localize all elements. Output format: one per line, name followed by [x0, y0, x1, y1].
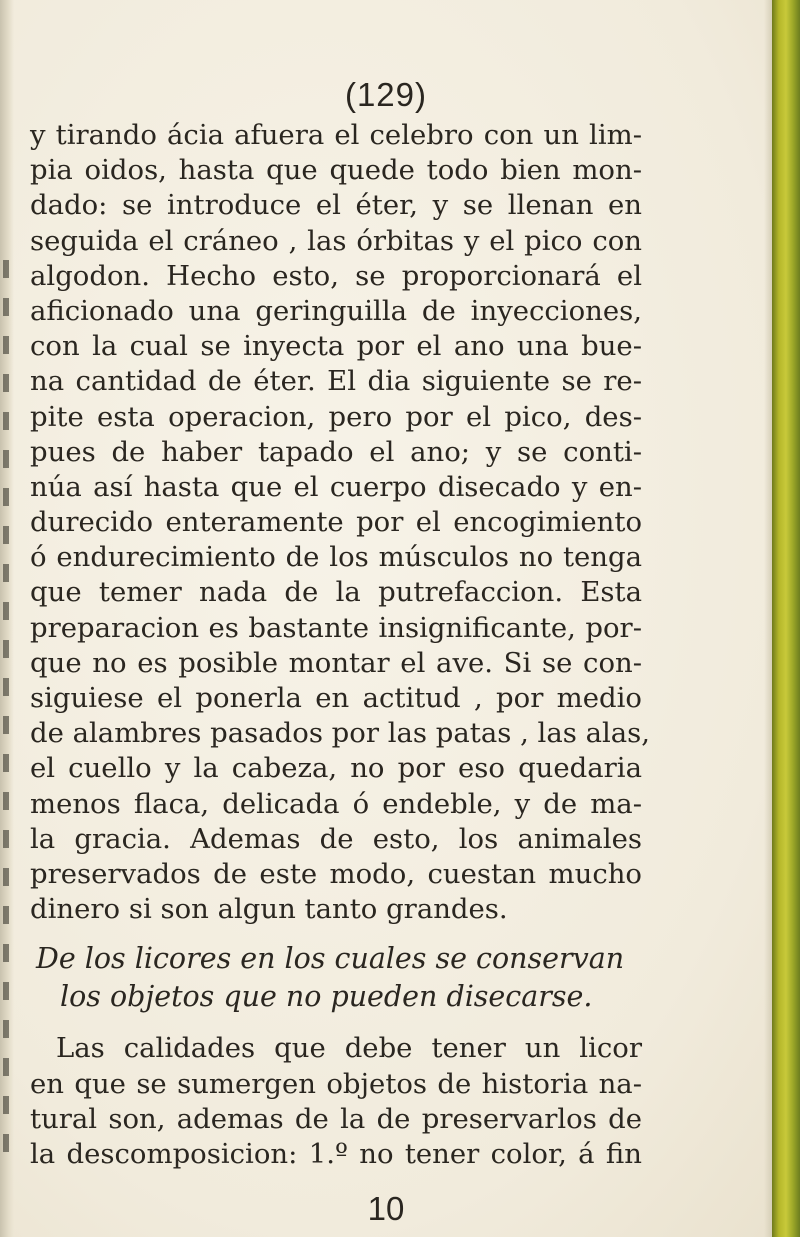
page-number: (129) [344, 76, 428, 113]
text-line: que temer nada de la putrefaccion. Esta [30, 576, 642, 609]
catchword: 10 [367, 1190, 405, 1227]
text-line: en que se sumergen objetos de historia na- [30, 1067, 642, 1100]
page-gutter-shadow [764, 0, 772, 1237]
text-line: pues de haber tapado el ano; y se conti- [30, 435, 642, 468]
section-heading [30, 941, 642, 1017]
paragraph-2 [30, 1031, 642, 1172]
text-line: pite esta operacion, pero por el pico, des- [30, 400, 642, 433]
text-line: Las calidades que debe tener un licor [56, 1032, 642, 1065]
text-line: preservados de este modo, cuestan mucho [30, 857, 642, 890]
text-line: con la cual se inyecta por el ano una bue- [30, 330, 642, 363]
text-line: preparacion es bastante insignificante, por- [30, 611, 642, 644]
text-line: dinero si son algun tanto grandes. [30, 893, 508, 926]
text-line: pia oidos, hasta que quede todo bien mon- [30, 154, 642, 187]
paragraph-1 [30, 118, 651, 927]
section-heading-line: De los licores en los cuales se conservan [36, 942, 625, 976]
adjacent-page-strip [772, 0, 800, 1237]
text-line: de alambres pasados por las patas , las alas, [30, 717, 651, 750]
text-line: na cantidad de éter. El dia siguiente se re- [30, 365, 642, 398]
text-line: menos flaca, delicada ó endeble, y de ma- [30, 787, 642, 820]
text-line: y tirando ácia afuera el celebro con un lim- [30, 119, 642, 151]
text-line: durecido enteramente por el encogimiento [30, 506, 642, 539]
binding-marks [3, 260, 9, 1160]
text-line: seguida el cráneo , las órbitas y el pico con [30, 224, 642, 257]
text-line: núa así hasta que el cuerpo disecado y en- [30, 470, 642, 503]
text-line: siguiese el ponerla en actitud , por medio [30, 682, 642, 714]
text-line: el cuello y la cabeza, no por eso quedaria [30, 752, 642, 785]
text-line: que no es posible montar el ave. Si se con- [30, 646, 642, 679]
text-line: la gracia. Ademas de esto, los animales [30, 822, 642, 855]
text-block [30, 118, 651, 1172]
text-line: la descomposicion: 1.º no tener color, á fin [30, 1137, 642, 1170]
text-line: algodon. Hecho esto, se proporcionará el [30, 259, 642, 292]
text-line: aficionado una geringuilla de inyecciones, [30, 294, 642, 327]
text-line: tural son, ademas de la de preservarlos de [30, 1102, 642, 1135]
section-heading-line: los objetos que no pueden disecarse. [60, 980, 593, 1014]
text-line: dado: se introduce el éter, y se llenan en [30, 189, 642, 222]
text-line: ó endurecimiento de los músculos no tenga [30, 541, 642, 574]
